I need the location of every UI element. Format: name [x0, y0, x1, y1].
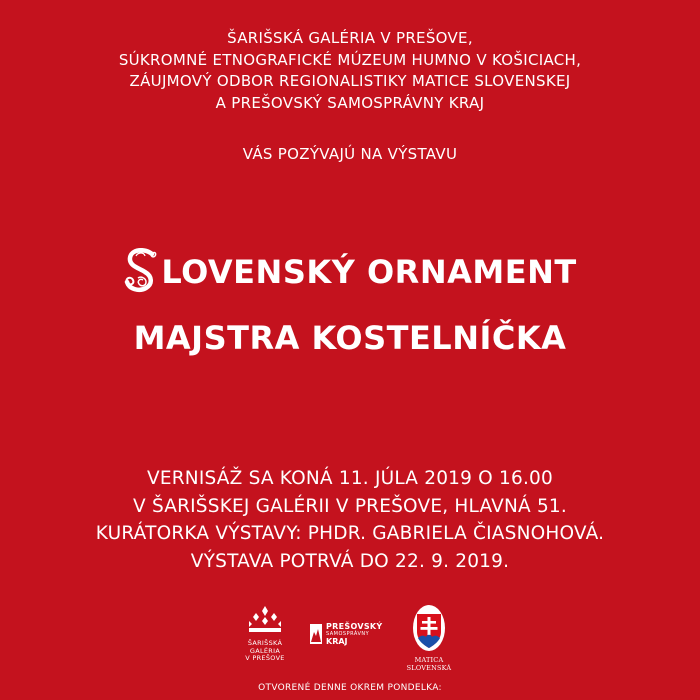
exhibition-title [0, 248, 700, 358]
invitation-text: VÁS POZÝVAJÚ NA VÝSTAVU [242, 145, 458, 163]
presovsky-kraj-logo [310, 622, 400, 646]
logo-text: PREŠOVSKÝ [326, 622, 383, 631]
slovak-coat-of-arms-icon [412, 604, 446, 652]
organizer-line: SÚKROMNÉ ETNOGRAFICKÉ MÚZEUM HUMNO V KOŠICIACH, [118, 50, 582, 69]
opening-hours-text: OTVORENÉ DENNE OKREM PONDELKA: [258, 683, 442, 693]
logo-text: ŠARIŠSKÁ [247, 639, 283, 647]
logo-text: V PREŠOVE [245, 654, 285, 662]
logo-text: GALÉRIA [249, 646, 281, 655]
detail-line: KURÁTORKA VÝSTAVY: PHDR. GABRIELA ČIASNOHOVÁ. [95, 523, 605, 544]
mountain-icon [310, 622, 322, 646]
logo-text: KRAJ [326, 637, 348, 646]
title-line-1-text: LOVENSKÝ ORNAMENT [161, 253, 577, 291]
logo-text: MATICA [414, 656, 444, 664]
title-line-2: MAJSTRA KOSTELNÍČKA [133, 319, 567, 357]
ornamental-initial-s-icon [123, 248, 159, 294]
partner-logos [0, 600, 700, 680]
title-line-1 [0, 248, 700, 292]
detail-line: VERNISÁŽ SA KONÁ 11. JÚLA 2019 O 16.00 [146, 468, 553, 489]
organizer-line: ŠARIŠSKÁ GALÉRIA V PREŠOVE, [227, 29, 473, 47]
detail-line: VÝSTAVA POTRVÁ DO 22. 9. 2019. [190, 550, 510, 572]
logo-text: SAMOSPRÁVNY [326, 631, 370, 637]
detail-line: V ŠARIŠSKEJ GALÉRII V PREŠOVE, HLAVNÁ 51. [133, 495, 567, 517]
organizers-block [0, 28, 700, 114]
event-details [0, 465, 700, 575]
sarisska-galeria-logo [240, 604, 290, 663]
organizer-line: A PREŠOVSKÝ SAMOSPRÁVNY KRAJ [215, 93, 485, 112]
matica-slovenska-logo [402, 604, 456, 672]
logo-text: SLOVENSKÁ [406, 664, 452, 672]
organizer-line: ZÁUJMOVÝ ODBOR REGIONALISTIKY MATICE SLOVENSKEJ [129, 72, 571, 90]
crown-icon [247, 604, 283, 634]
